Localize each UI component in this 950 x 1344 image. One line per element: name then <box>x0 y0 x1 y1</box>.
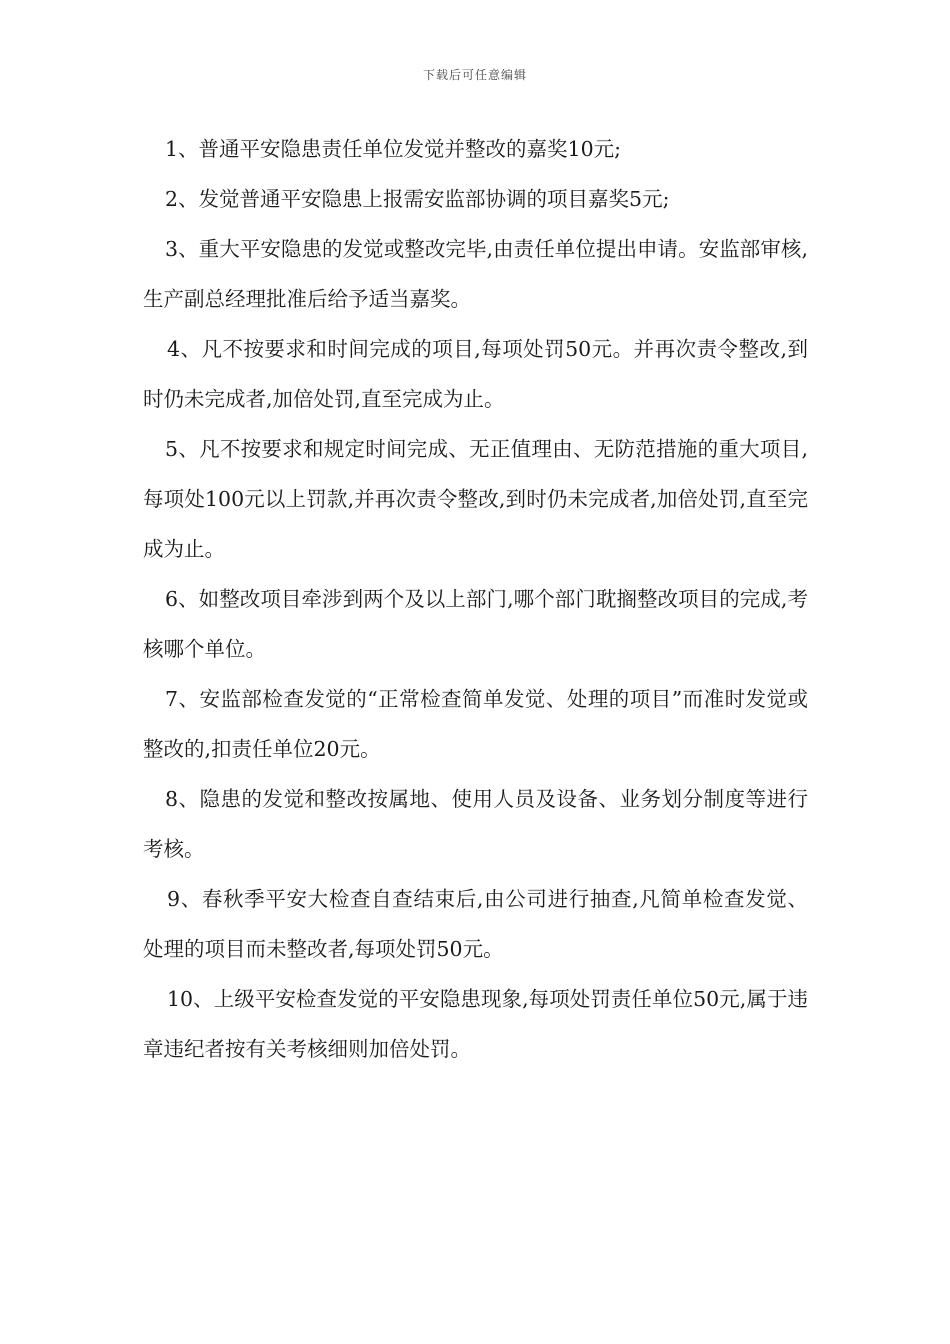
list-item: 7、安监部检查发觉的“正常检查简单发觉、处理的项目”而准时发觉或整改的,扣责任单位20元。 <box>143 687 808 761</box>
list-item: 8、隐患的发觉和整改按属地、使用人员及设备、业务划分制度等进行考核。 <box>143 787 808 861</box>
list-item: 10、上级平安检查发觉的平安隐患现象,每项处罚责任单位50元,属于违章违纪者按有关考核细则加倍处罚。 <box>143 987 808 1061</box>
list-item: 5、凡不按要求和规定时间完成、无正值理由、无防范措施的重大项目,每项处100元以上罚款,并再次责令整改,到时仍未完成者,加倍处罚,直至完成为止。 <box>143 437 808 561</box>
list-item: 2、发觉普通平安隐患上报需安监部协调的项目嘉奖5元; <box>165 187 670 211</box>
list-item: 4、凡不按要求和时间完成的项目,每项处罚50元。并再次责令整改,到时仍未完成者,加倍处罚,直至完成为止。 <box>143 337 808 411</box>
list-item: 9、春秋季平安大检查自查结束后,由公司进行抽查,凡简单检查发觉、处理的项目而未整改者,每项处罚50元。 <box>143 887 808 961</box>
list-item: 3、重大平安隐患的发觉或整改完毕,由责任单位提出申请。安监部审核,生产副总经理批准后给予适当嘉奖。 <box>143 237 808 311</box>
page-header-note: 下载后可任意编辑 <box>422 68 527 82</box>
list-item: 6、如整改项目牵涉到两个及以上部门,哪个部门耽搁整改项目的完成,考核哪个单位。 <box>143 587 808 661</box>
document-body <box>143 124 808 1074</box>
list-item: 1、普通平安隐患责任单位发觉并整改的嘉奖10元; <box>165 137 622 161</box>
